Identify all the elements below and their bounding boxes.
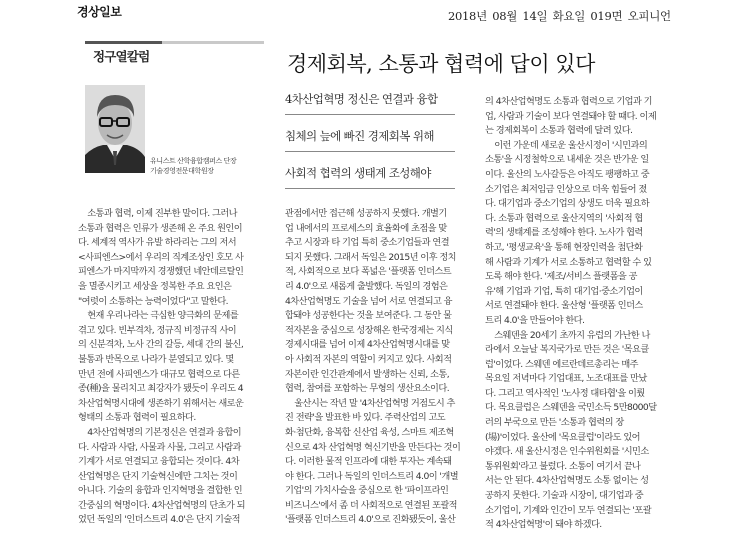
body-text-line: 소기업은 최저임금 인상으로 더욱 힘들어 졌 bbox=[485, 183, 647, 195]
body-text-line: 서로 연결돼야 한다. 울산형 '플랫폼 인더스 bbox=[485, 300, 643, 312]
body-text-line: 하고, '평생교육'을 통해 현장인력을 첨단화 bbox=[485, 241, 643, 253]
body-text-line: 차산업혁명시대에 생존하기 위해서는 새로운 bbox=[78, 397, 244, 409]
body-text-line: 추고 시장과 타 기업 특히 중소기업들과 연결 bbox=[285, 237, 450, 249]
body-text-line: 이다. 울산의 노사갈등은 아직도 팽팽하고 중 bbox=[485, 168, 650, 180]
body-text-line: 기업'의 가치사슬을 중심으로 한 '파이프라인 bbox=[285, 485, 449, 497]
body-text-line: 다. 이러한 물적 인프라에 대한 투자는 계속돼 bbox=[285, 456, 452, 468]
body-text-line: 협력, 참여를 포함하는 무형의 생산요소이다. bbox=[285, 383, 450, 395]
body-text-line: 울산시는 작년 말 '4차산업혁명 거점도시 추 bbox=[294, 397, 455, 409]
body-text-line: 다. 소통과 협력으로 울산지역의 '사회적 협 bbox=[485, 212, 643, 224]
body-text-line: 진 전략'을 발표한 바 있다. 주력산업의 고도 bbox=[285, 412, 446, 424]
body-text-line: 피엔스가 마지막까지 경쟁했던 네안데르탈인 bbox=[78, 266, 244, 278]
body-text-line: 적자본을 중심으로 성장해온 한국경제는 지식 bbox=[285, 324, 453, 336]
body-text-line: 다. 대기업과 중소기업의 상생도 더욱 필요하 bbox=[485, 198, 650, 210]
column-rule-dark bbox=[85, 41, 162, 44]
body-text-line: 만년 전에 사피엔스가 대규모 협력으로 다른 bbox=[78, 368, 240, 380]
body-text-line: 적, 사회적으로 보다 폭넓은 '플랫폼 인더스트 bbox=[285, 266, 452, 278]
author-title-2: 기술경영전문대학원장 bbox=[150, 167, 214, 175]
body-text-line: 러의 부국으로 만든 '소통과 협력의 장 bbox=[485, 417, 624, 429]
body-text-line: 산업혁명은 단지 기술혁신에만 그치는 것이 bbox=[78, 470, 238, 482]
body-text-line: 종(種)을 물리치고 최강자가 됐듯이 우리도 4 bbox=[78, 383, 244, 395]
body-text-line: 비즈니스'에서 좀 더 사회적으로 연결된 포괄적 bbox=[285, 499, 458, 511]
body-text-line: 는 경제회복이 소통과 협력에 달려 있다. bbox=[485, 125, 633, 137]
body-text-line: 되지 못했다. 그래서 독일은 2015년 이후 정치 bbox=[285, 251, 456, 263]
body-text-line: 었던 독일의 '인더스트리 4.0'은 단지 기술적 bbox=[78, 514, 240, 526]
body-text-line: 다. 목요클럽은 스웨덴을 국민소득 5만8000달 bbox=[485, 402, 657, 414]
body-text-line: 력'의 생태계를 조성해야 한다. 노사가 협력 bbox=[485, 227, 643, 239]
body-text-line: 신으로 4차 산업혁명 혁신기반을 만든다는 것이 bbox=[285, 441, 461, 453]
body-text-line: 화·첨단화, 융복합 신산업 육성, 스마트 제조혁 bbox=[285, 426, 454, 438]
body-text-line: 아 사회적 자본의 역할이 커지고 있다. 사회적 bbox=[285, 353, 452, 365]
body-text-line: 4차산업혁명도 기술을 넘어 서로 연결되고 융 bbox=[285, 295, 452, 307]
subhead-2: 침체의 늪에 빠진 경제회복 위해 bbox=[285, 128, 455, 152]
author-caption bbox=[150, 156, 236, 176]
body-text-line: 소통과 협력, 이제 진부한 말이다. 그러나 bbox=[87, 208, 237, 219]
column-rule-light bbox=[162, 41, 264, 44]
body-text-line: 소통과 협력은 인류가 생존해 온 주요 원인이 bbox=[78, 222, 243, 234]
body-text-line: 소통'을 시정철학으로 내세운 것은 반가운 일 bbox=[485, 154, 649, 166]
headline: 경제회복, 소통과 협력에 답이 있다 bbox=[287, 52, 595, 77]
body-text-line: 야 한다. 그러나 독일의 인더스트리 4.0이 '개별 bbox=[285, 470, 459, 482]
body-text-line: 목요일 저녁마다 기업대표, 노조대표를 만났 bbox=[485, 373, 647, 385]
body-text-line: 자본이란 인간관계에서 발생하는 신뢰, 소통, bbox=[285, 368, 450, 380]
body-text-line: 합돼야 성공한다는 것을 보여준다. 그 동안 물 bbox=[285, 310, 452, 322]
body-column-1 bbox=[78, 207, 263, 528]
body-text-line: 의 신분격차, 노사 간의 갈등, 세대 간의 불신, bbox=[78, 339, 244, 351]
body-text-line: 의 4차산업혁명도 소통과 협력으로 기업과 기 bbox=[485, 96, 652, 107]
subhead-3: 사회적 협력의 생태계 조성해야 bbox=[285, 165, 455, 189]
body-text-line: 유'해 기업과 기업, 특히 대기업·중소기업이 bbox=[485, 285, 643, 297]
body-text-line: 서는 안 된다. 4차산업혁명도 소통 없이는 성 bbox=[485, 475, 649, 487]
body-text-line: 이런 가운데 새로운 울산시정이 '시민과의 bbox=[494, 139, 648, 151]
body-text-line: 불통과 반목으로 나라가 분열되고 있다. 몇 bbox=[78, 353, 234, 365]
body-text-line: "여럿이 소통하는 능력이었다"고 말한다. bbox=[78, 295, 229, 307]
body-text-line: 해 사람과 기계가 서로 소통하고 협력할 수 있 bbox=[485, 256, 652, 268]
author-title-1: 유니스트 산학융합캠퍼스 단장 bbox=[150, 157, 237, 165]
body-text-line: 겪고 있다. 빈부격차, 정규직 비정규직 사이 bbox=[78, 324, 237, 336]
body-text-line: 을 멸종시키고 세상을 정복한 주요 요인은 bbox=[78, 280, 232, 292]
body-text-line: 아니다. 기술의 융합과 인지혁명을 결합한 인 bbox=[78, 485, 243, 497]
body-text-line: 4차산업혁명의 기본정신은 연결과 융합이 bbox=[87, 426, 242, 438]
body-text-line: 현재 우리나라는 극심한 양극화의 문제를 bbox=[87, 310, 239, 322]
body-text-line: 트리 4.0'을 만들어야 한다. bbox=[485, 314, 585, 326]
body-text-line: 업 내에서의 프로세스의 효율화에 초점을 맞 bbox=[285, 222, 447, 234]
author-photo bbox=[85, 85, 145, 173]
body-text-line: 야겠다. 새 울산시정은 인수위원회를 '시민소 bbox=[485, 446, 649, 458]
body-text-line: 기계가 서로 연결되고 융합되는 것이다. 4차 bbox=[78, 456, 240, 468]
body-text-line: 라에서 오늘날 복지국가로 만든 것은 '목요클 bbox=[485, 344, 649, 356]
body-text-line: 소기업이, 기계와 인간이 모두 연결되는 '포괄 bbox=[485, 504, 652, 516]
column-name: 정구열칼럼 bbox=[93, 49, 150, 64]
body-text-line: 공하지 못한다. 기술과 시장이, 대기업과 중 bbox=[485, 490, 644, 502]
body-text-line: 다. 세계적 역사가 유발 하라리는 그의 저서 bbox=[78, 237, 237, 249]
body-text-line: 다. 사람과 사람, 사물과 사물, 그리고 사람과 bbox=[78, 441, 241, 453]
body-column-3 bbox=[485, 95, 675, 533]
body-text-line: 통위원회'라고 불렀다. 소통이 여기서 끝나 bbox=[485, 460, 641, 472]
body-text-line: 업, 사람과 기술이 보다 연결돼야 할 때다. 이제 bbox=[485, 110, 657, 122]
author-portrait-icon bbox=[85, 85, 145, 173]
publication-name: 경상일보 bbox=[77, 5, 122, 19]
body-text-line: 럽'이었다. 스웨덴 에르란데르총리는 매주 bbox=[485, 358, 638, 370]
body-text-line: 리 4.0'으로 새롭게 출발했다. 독일의 경험은 bbox=[285, 280, 448, 292]
body-text-line: 경제시대를 넘어 이제 4차산업혁명시대를 맞 bbox=[285, 339, 450, 351]
subhead-1: 4차산업혁명 정신은 연결과 융합 bbox=[285, 91, 455, 115]
body-text-line: 적 4차산업혁명'이 돼야 하겠다. bbox=[485, 519, 602, 531]
body-text-line: 형태의 소통과 협력이 필요하다. bbox=[78, 412, 196, 424]
body-text-line: 스웨덴을 20세기 초까지 유럽의 가난한 나 bbox=[494, 329, 650, 341]
body-text-line: 다. 그리고 역사적인 '노사정 대타협'을 이뤘 bbox=[485, 387, 645, 399]
subheads bbox=[285, 91, 455, 202]
body-text-line: (場)'이었다. 울산에 '목요클럽'이라도 있어 bbox=[485, 431, 640, 443]
body-text-line: 간중심의 혁명이다. 4차산업혁명의 단초가 되 bbox=[78, 499, 245, 511]
body-text-line: 관점에서만 접근해 성공하지 못했다. 개별기 bbox=[285, 208, 447, 219]
body-text-line: '플랫폼 인더스트리 4.0'으로 진화됐듯이, 울산 bbox=[285, 514, 456, 526]
body-column-2 bbox=[285, 207, 470, 528]
dateline: 2018년 08월 14일 화요일 019면 오피니언 bbox=[448, 9, 671, 23]
body-text-line: <사피엔스>에서 우리의 직계조상인 호모 사 bbox=[78, 251, 244, 263]
body-text-line: 도록 해야 한다. '제조/서비스 플랫폼을 공 bbox=[485, 271, 637, 283]
